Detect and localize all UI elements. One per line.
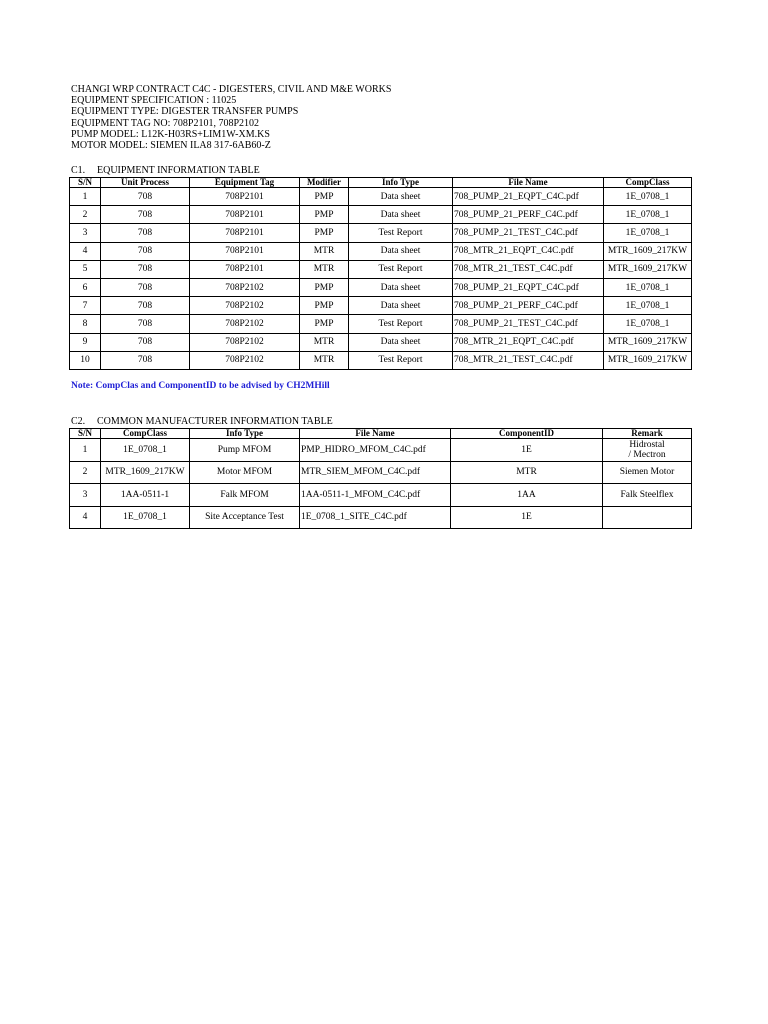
table-cell: 3 [70,484,101,507]
table-header-row [70,429,692,439]
table-cell: Test Report [349,351,453,369]
column-header: File Name [300,429,451,439]
table-cell: Data sheet [349,278,453,296]
table-cell: 8 [70,315,101,333]
table-cell: 708P2102 [190,333,300,351]
table-cell: 708_MTR_21_EQPT_C4C.pdf [453,333,604,351]
compclass-note: Note: CompClas and ComponentID to be advised by CH2MHill [71,381,330,391]
column-header: Modifier [300,178,349,188]
table-cell: Motor MFOM [190,461,300,484]
table-cell: MTR_1609_217KW [604,351,692,369]
table-row [70,224,692,242]
table-cell: 1AA [451,484,603,507]
table-cell: 2 [70,461,101,484]
table-row [70,506,692,529]
section-c1-label: EQUIPMENT INFORMATION TABLE [97,165,260,176]
equipment-information-table [69,177,692,370]
table-cell: Data sheet [349,206,453,224]
table-cell: PMP [300,188,349,206]
table-cell: 708P2102 [190,351,300,369]
table-cell: Siemen Motor [603,461,692,484]
section-c2-title [71,416,333,427]
table-row [70,260,692,278]
pump-model: PUMP MODEL: L12K-H03RS+LIM1W-XM.KS [71,128,270,140]
table-cell: 708 [101,278,190,296]
table-cell: 708_PUMP_21_TEST_C4C.pdf [453,224,604,242]
table-cell: Test Report [349,260,453,278]
table-cell: PMP [300,315,349,333]
table-cell: MTR_1609_217KW [604,333,692,351]
section-c1-number: C1. [71,165,86,176]
table-cell: MTR [300,351,349,369]
table-cell: 1E_0708_1 [604,315,692,333]
column-header: S/N [70,429,101,439]
table-cell: Data sheet [349,297,453,315]
column-header: CompClass [604,178,692,188]
column-header: Info Type [349,178,453,188]
table-cell: 708 [101,242,190,260]
table-cell: Data sheet [349,242,453,260]
table-cell: Falk Steelflex [603,484,692,507]
table-cell: 5 [70,260,101,278]
table-row [70,351,692,369]
table-cell: 4 [70,506,101,529]
table-cell: PMP [300,206,349,224]
table-cell: 2 [70,206,101,224]
table-cell: 9 [70,333,101,351]
table-cell: 708 [101,260,190,278]
column-header: CompClass [101,429,190,439]
table-cell: Data sheet [349,333,453,351]
table-cell: 1E [451,506,603,529]
section-c2-number: C2. [71,416,86,427]
table-cell: MTR_1609_217KW [101,461,190,484]
table-cell: 1 [70,439,101,462]
equipment-tag-no: EQUIPMENT TAG NO: 708P2101, 708P2102 [71,117,260,129]
table-row [70,278,692,296]
manufacturer-information-table [69,428,692,529]
table-cell: MTR [300,242,349,260]
table-cell: 708P2101 [190,224,300,242]
table-cell: 708_PUMP_21_TEST_C4C.pdf [453,315,604,333]
table-cell: Test Report [349,224,453,242]
table-cell: 1E_0708_1 [604,224,692,242]
table-cell: 708 [101,297,190,315]
column-header: Unit Process [101,178,190,188]
table-cell: Test Report [349,315,453,333]
table-cell: Falk MFOM [190,484,300,507]
table-row [70,461,692,484]
column-header: Equipment Tag [190,178,300,188]
contract-title: CHANGI WRP CONTRACT C4C - DIGESTERS, CIVIL AND M&E WORKS [71,84,392,95]
table-cell: MTR_1609_217KW [604,260,692,278]
table-row [70,439,692,462]
table-cell: PMP_HIDRO_MFOM_C4C.pdf [300,439,451,462]
table-cell: 7 [70,297,101,315]
table-cell: 708_PUMP_21_PERF_C4C.pdf [453,206,604,224]
table-cell: 708_PUMP_21_EQPT_C4C.pdf [453,278,604,296]
table-cell: 708P2102 [190,315,300,333]
section-c2-label: COMMON MANUFACTURER INFORMATION TABLE [97,416,333,427]
table-cell: Site Acceptance Test [190,506,300,529]
table-cell: 1E_0708_1_SITE_C4C.pdf [300,506,451,529]
table-cell: 708P2102 [190,278,300,296]
table-cell: 6 [70,278,101,296]
table-cell: 1E_0708_1 [604,278,692,296]
table-cell: 1E [451,439,603,462]
table-cell [603,506,692,529]
section-c1-title [71,165,260,176]
table-cell: 708 [101,333,190,351]
table-row [70,206,692,224]
table-cell: 708P2101 [190,188,300,206]
table-cell: PMP [300,278,349,296]
motor-model: MOTOR MODEL: SIEMEN ILA8 317-6AB60-Z [71,140,271,152]
column-header: Info Type [190,429,300,439]
document-header [71,84,391,151]
table-row [70,484,692,507]
table-cell: 1E_0708_1 [101,506,190,529]
table-cell: MTR [300,333,349,351]
table-cell: 708 [101,188,190,206]
table-row [70,333,692,351]
table-cell: 1AA-0511-1 [101,484,190,507]
table-cell: 708 [101,351,190,369]
table-cell: PMP [300,297,349,315]
table-cell: Data sheet [349,188,453,206]
table-cell: 708_MTR_21_EQPT_C4C.pdf [453,242,604,260]
table-cell: 1E_0708_1 [604,188,692,206]
column-header: Remark [603,429,692,439]
table-cell: MTR [300,260,349,278]
table-cell: 708 [101,206,190,224]
table-cell: Hidrostal / Mectron [603,439,692,462]
table-row [70,242,692,260]
table-cell: 1E_0708_1 [101,439,190,462]
table-cell: MTR [451,461,603,484]
table-cell: 708_PUMP_21_EQPT_C4C.pdf [453,188,604,206]
table-cell: 708P2101 [190,206,300,224]
table-cell: 708 [101,224,190,242]
table-cell: MTR_SIEM_MFOM_C4C.pdf [300,461,451,484]
equipment-type: EQUIPMENT TYPE: DIGESTER TRANSFER PUMPS [71,106,299,118]
table-cell: 708P2101 [190,260,300,278]
column-header: ComponentID [451,429,603,439]
table-cell: 708P2102 [190,297,300,315]
table-cell: Pump MFOM [190,439,300,462]
table-cell: 1E_0708_1 [604,297,692,315]
table-cell: 10 [70,351,101,369]
table-cell: 708_PUMP_21_PERF_C4C.pdf [453,297,604,315]
column-header: File Name [453,178,604,188]
table-cell: 4 [70,242,101,260]
column-header: S/N [70,178,101,188]
table-row [70,297,692,315]
table-cell: 708_MTR_21_TEST_C4C.pdf [453,351,604,369]
table-cell: 708P2101 [190,242,300,260]
table-cell: 1E_0708_1 [604,206,692,224]
table-cell: 708_MTR_21_TEST_C4C.pdf [453,260,604,278]
table-cell: MTR_1609_217KW [604,242,692,260]
table-cell: 1 [70,188,101,206]
table-row [70,188,692,206]
equipment-specification: EQUIPMENT SPECIFICATION : 11025 [71,95,237,107]
table-cell: PMP [300,224,349,242]
table-cell: 3 [70,224,101,242]
table-cell: 1AA-0511-1_MFOM_C4C.pdf [300,484,451,507]
table-row [70,315,692,333]
table-header-row [70,178,692,188]
table-cell: 708 [101,315,190,333]
